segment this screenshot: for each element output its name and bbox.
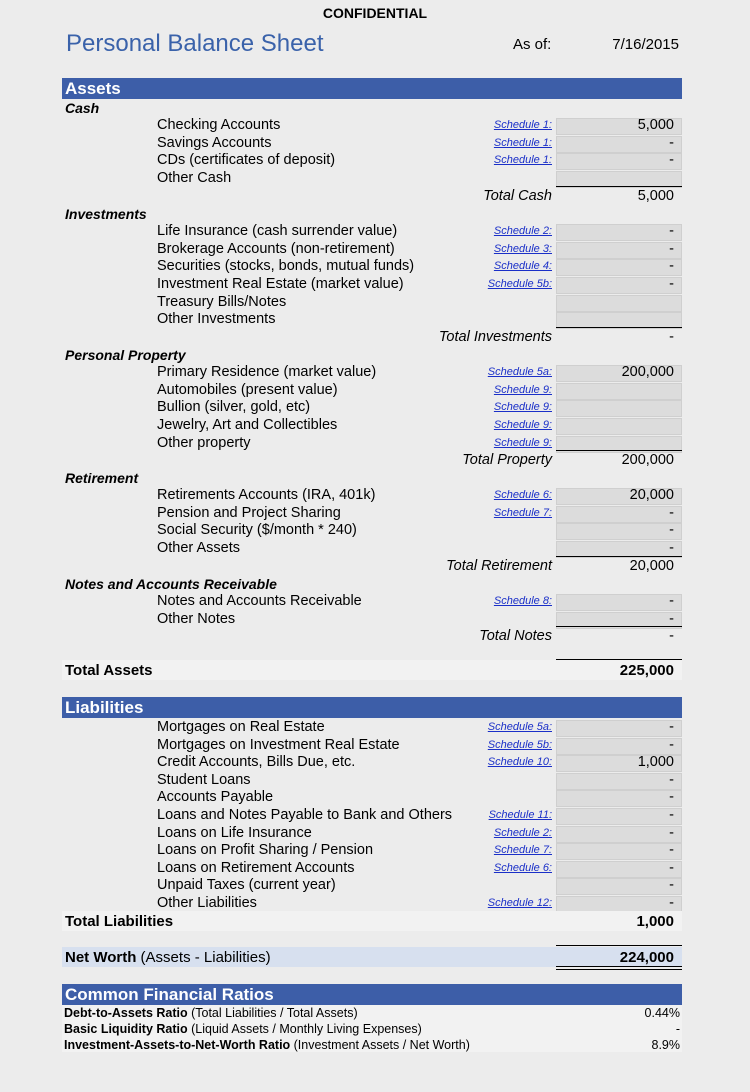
ratio-row-label (64, 1006, 358, 1020)
property-schedule-link[interactable]: Schedule 5a: (487, 366, 552, 378)
notes-row-label: Other Notes (157, 610, 236, 627)
notes-row-label: Notes and Accounts Receivable (157, 593, 362, 609)
property-row-label: Bullion (silver, gold, etc) (157, 399, 311, 416)
investments-row-value: - (669, 223, 674, 239)
investments-row-label: Investment Real Estate (market value) (157, 275, 404, 292)
liability-row-value: - (669, 771, 674, 788)
cash-row-label: Other Cash (157, 169, 232, 186)
investments-total-label: Total Investments (438, 329, 552, 345)
liability-row-label: Loans on Retirement Accounts (157, 859, 355, 876)
net-worth-double-line-2 (556, 969, 682, 970)
liability-row-label: Credit Accounts, Bills Due, etc. (157, 754, 356, 771)
investments-row-value: - (669, 258, 674, 275)
liability-row-label: Accounts Payable (157, 789, 274, 806)
liability-row-value: - (669, 719, 674, 735)
investments-row-value: - (669, 240, 674, 257)
notes-row-value: - (669, 593, 674, 609)
investments-total-line (556, 327, 682, 328)
retirement-total-line (556, 556, 682, 557)
ratio-description: (Total Liabilities / Total Assets) (187, 1006, 358, 1020)
liability-row-value: - (669, 789, 674, 806)
retirement-row-label: Other Assets (157, 539, 241, 556)
liability-row-value: - (669, 859, 674, 876)
property-value-cell[interactable] (556, 400, 682, 417)
cash-row-value: 5,000 (637, 117, 674, 133)
property-row-value: 200,000 (621, 364, 674, 380)
ratio-description: (Investment Assets / Net Worth) (290, 1038, 470, 1052)
net-worth-label-desc: (Assets - Liabilities) (136, 949, 271, 966)
liability-schedule-link[interactable]: Schedule 12: (487, 897, 552, 909)
ratios-section-header: Common Financial Ratios (62, 984, 682, 1005)
liability-schedule-link[interactable]: Schedule 6: (493, 861, 552, 874)
liability-schedule-link[interactable]: Schedule 5b: (487, 738, 552, 751)
notes-row-value: - (669, 610, 674, 627)
total-assets-line (556, 659, 682, 660)
liability-schedule-link[interactable]: Schedule 10: (487, 756, 552, 769)
property-row-label: Other property (157, 434, 251, 451)
liability-schedule-link[interactable]: Schedule 7: (493, 844, 552, 857)
liability-row-value: - (669, 807, 674, 823)
investments-row-label: Treasury Bills/Notes (157, 293, 287, 310)
property-row-label: Jewelry, Art and Collectibles (157, 416, 338, 433)
retirement-row-value: - (669, 504, 674, 521)
retirement-row-label: Pension and Project Sharing (157, 504, 341, 521)
property-schedule-link[interactable]: Schedule 9: (493, 401, 552, 414)
ratio-value: 0.44% (644, 1006, 680, 1020)
as-of-label: As of: (513, 36, 552, 53)
total-liabilities-label: Total Liabilities (65, 913, 174, 930)
ratio-name: Investment-Assets-to-Net-Worth Ratio (64, 1038, 291, 1052)
cash-total-line (556, 186, 682, 187)
cash-row-label: CDs (certificates of deposit) (157, 152, 336, 169)
notes-total-value: - (669, 628, 674, 644)
confidential-label: CONFIDENTIAL (322, 5, 428, 21)
cash-total-value: 5,000 (637, 188, 674, 204)
retirement-row-value: 20,000 (629, 487, 674, 503)
property-schedule-link[interactable]: Schedule 9: (493, 383, 552, 396)
ratio-name: Basic Liquidity Ratio (64, 1022, 188, 1036)
property-category-heading: Personal Property (65, 347, 186, 363)
ratio-value: 8.9% (651, 1038, 680, 1052)
cash-row-value: - (669, 134, 674, 151)
liability-schedule-link[interactable]: Schedule 11: (488, 809, 552, 821)
property-schedule-link[interactable]: Schedule 9: (493, 418, 552, 431)
net-worth-double-line-1 (556, 966, 682, 967)
retirement-row-value: - (669, 522, 674, 539)
property-value-cell[interactable] (556, 418, 682, 435)
cash-row-label: Savings Accounts (157, 134, 272, 151)
net-worth-label-bold: Net Worth (65, 949, 137, 966)
notes-category-heading: Notes and Accounts Receivable (65, 576, 277, 592)
retirement-category-heading: Retirement (65, 470, 139, 486)
liability-row-label: Other Liabilities (157, 895, 257, 911)
net-worth-label (65, 949, 271, 966)
liability-row-value: 1,000 (637, 754, 674, 771)
ratio-row-label (64, 1022, 422, 1036)
liability-row-value: - (669, 824, 674, 841)
cash-row-value: - (669, 152, 674, 169)
retirement-row-value: - (669, 539, 674, 556)
liability-row-value: - (669, 877, 674, 894)
investments-schedule-link[interactable]: Schedule 5b: (487, 277, 552, 290)
liability-row-label: Loans and Notes Payable to Bank and Others (157, 807, 453, 823)
as-of-date[interactable]: 7/16/2015 (612, 36, 679, 53)
property-value-cell[interactable] (556, 383, 682, 400)
total-liabilities-value: 1,000 (636, 913, 674, 930)
liability-row-label: Mortgages on Real Estate (157, 719, 325, 735)
liability-row-value: - (669, 895, 674, 911)
cash-category-heading: Cash (65, 100, 100, 116)
retirement-schedule-link[interactable]: Schedule 7: (493, 506, 552, 519)
liability-row-label: Loans on Profit Sharing / Pension (157, 842, 374, 859)
liability-row-label: Student Loans (157, 771, 251, 788)
liability-schedule-link[interactable]: Schedule 2: (493, 826, 552, 839)
total-assets-value: 225,000 (619, 662, 674, 679)
notes-total-label: Total Notes (479, 628, 552, 644)
investments-total-value: - (669, 329, 674, 345)
page-title: Personal Balance Sheet (66, 30, 324, 57)
retirement-schedule-link[interactable]: Schedule 6: (493, 489, 552, 501)
investments-row-label: Other Investments (157, 311, 276, 328)
retirement-total-value: 20,000 (629, 558, 674, 574)
property-total-value: 200,000 (621, 452, 674, 468)
total-assets-label: Total Assets (65, 662, 153, 679)
investments-row-label: Life Insurance (cash surrender value) (157, 223, 398, 239)
cash-schedule-link[interactable]: Schedule 1: (493, 119, 552, 131)
liability-row-value: - (669, 736, 674, 753)
assets-section-header: Assets (62, 78, 682, 99)
ratio-row-label (64, 1038, 470, 1052)
liabilities-section-header: Liabilities (62, 697, 682, 718)
liability-row-label: Mortgages on Investment Real Estate (157, 736, 400, 753)
ratio-name: Debt-to-Assets Ratio (64, 1006, 188, 1020)
investments-schedule-link[interactable]: Schedule 4: (493, 260, 552, 273)
liability-schedule-link[interactable]: Schedule 5a: (487, 721, 552, 733)
investments-category-heading: Investments (65, 206, 147, 222)
cash-schedule-link[interactable]: Schedule 1: (493, 136, 552, 149)
liability-row-value: - (669, 842, 674, 859)
investments-row-label: Brokerage Accounts (non-retirement) (157, 240, 395, 257)
investments-row-value: - (669, 275, 674, 292)
cash-schedule-link[interactable]: Schedule 1: (493, 154, 552, 167)
liability-row-label: Unpaid Taxes (current year) (157, 877, 336, 894)
net-worth-value: 224,000 (619, 949, 674, 966)
property-total-label: Total Property (462, 452, 552, 468)
property-row-label: Primary Residence (market value) (157, 364, 377, 380)
property-total-line (556, 450, 682, 451)
property-schedule-link[interactable]: Schedule 9: (493, 436, 552, 449)
investments-schedule-link[interactable]: Schedule 2: (493, 225, 552, 237)
net-worth-top-line (556, 945, 682, 946)
retirement-row-label: Retirements Accounts (IRA, 401k) (157, 487, 376, 503)
cash-total-label: Total Cash (483, 188, 552, 204)
ratio-value: - (675, 1022, 680, 1036)
property-row-label: Automobiles (present value) (157, 381, 338, 398)
investments-row-label: Securities (stocks, bonds, mutual funds) (157, 258, 415, 275)
notes-total-line (556, 626, 682, 627)
retirement-row-label: Social Security ($/month * 240) (157, 522, 357, 539)
liability-row-label: Loans on Life Insurance (157, 824, 312, 841)
ratio-description: (Liquid Assets / Monthly Living Expenses) (187, 1022, 422, 1036)
investments-value-cell[interactable] (556, 295, 682, 312)
notes-schedule-link[interactable]: Schedule 8: (493, 595, 552, 607)
retirement-total-label: Total Retirement (446, 558, 552, 574)
investments-schedule-link[interactable]: Schedule 3: (493, 242, 552, 255)
cash-row-label: Checking Accounts (157, 117, 281, 133)
